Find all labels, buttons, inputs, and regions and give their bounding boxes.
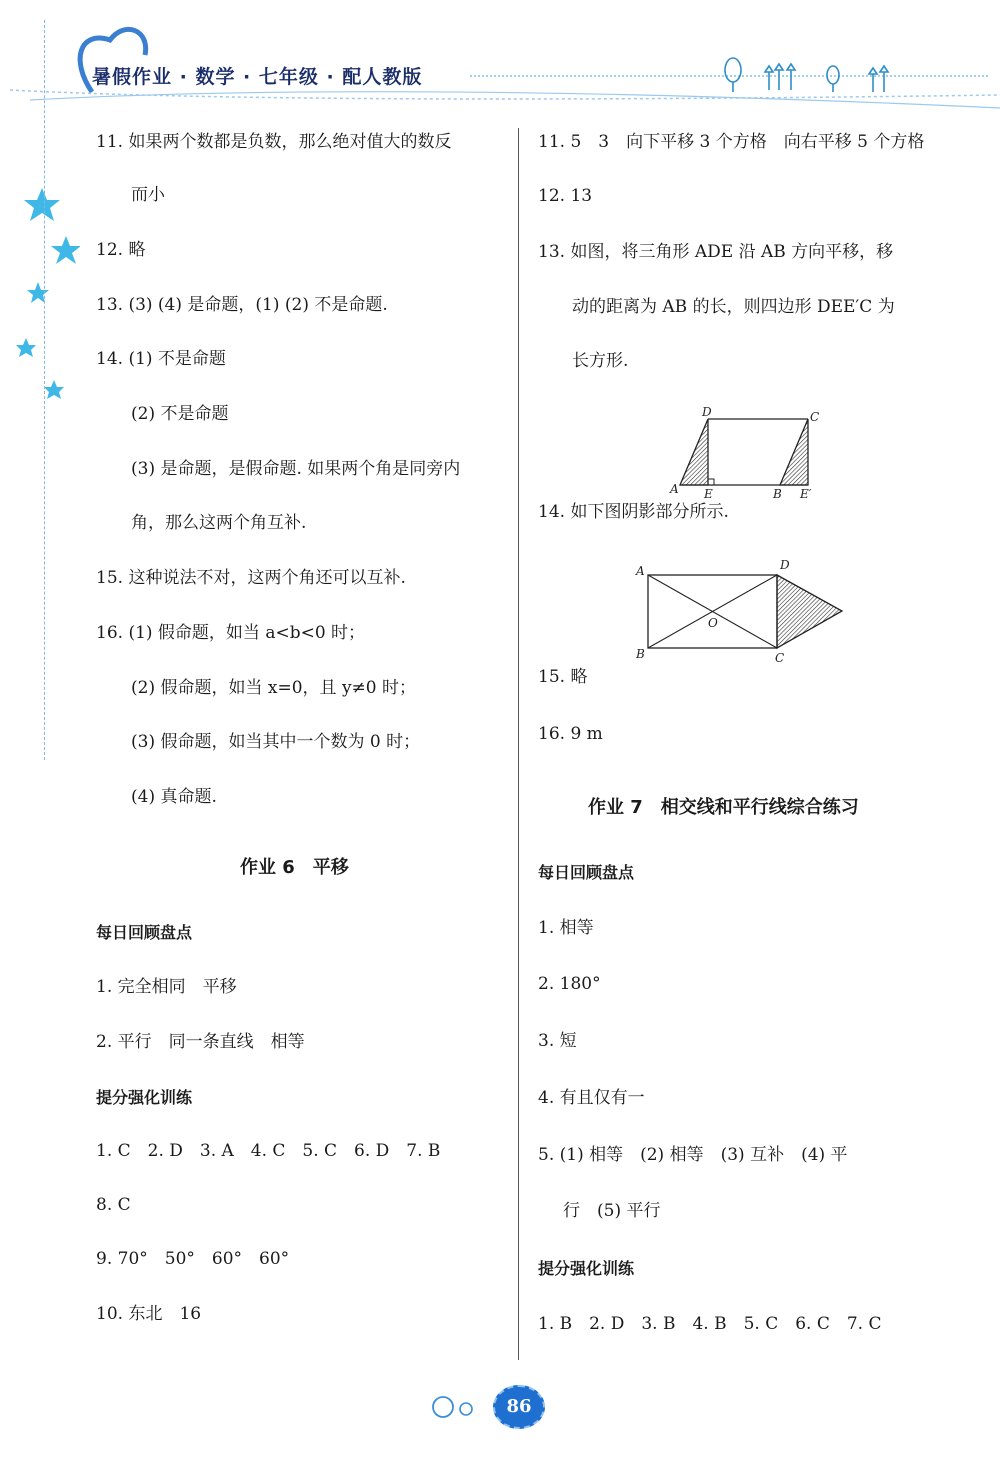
left-training-9: 9. 70° 50° 60° 60° xyxy=(96,1249,290,1269)
left-q12: 12. 略 xyxy=(96,240,146,260)
right-q15: 15. 略 xyxy=(538,667,588,687)
star-icon xyxy=(44,380,64,399)
figure-rectangle-diagonals xyxy=(630,555,855,667)
right-q13-3: 长方形. xyxy=(572,351,629,371)
fig1-label-d: D xyxy=(702,405,712,419)
left-q14-1: 14. (1) 不是命题 xyxy=(96,349,226,369)
right-q16: 16. 9 m xyxy=(538,724,603,744)
fig1-label-c: C xyxy=(810,410,820,424)
left-q13: 13. (3) (4) 是命题，(1) (2) 不是命题. xyxy=(96,295,388,315)
left-q14-3a: (3) 是命题，是假命题. 如果两个角是同旁内 xyxy=(131,459,461,479)
right-daily-5b: 行 (5) 平行 xyxy=(563,1201,661,1221)
right-daily-review-heading: 每日回顾盘点 xyxy=(538,863,635,882)
right-training-1-7: 1. B 2. D 3. B 4. B 5. C 6. C 7. C xyxy=(538,1314,882,1334)
right-daily-5a: 5. (1) 相等 (2) 相等 (3) 互补 (4) 平 xyxy=(538,1145,848,1165)
header-title: 暑假作业 · 数学 · 七年级 · 配人教版 xyxy=(92,66,423,88)
left-q14-3b: 角，那么这两个角互补. xyxy=(131,513,307,533)
left-q15: 15. 这种说法不对，这两个角还可以互补. xyxy=(96,568,406,588)
left-q11-line1: 11. 如果两个数都是负数，那么绝对值大的数反 xyxy=(96,132,452,152)
star-icon xyxy=(27,282,49,303)
right-q13-1: 13. 如图，将三角形 ADE 沿 AB 方向平移，移 xyxy=(538,242,894,262)
right-q14: 14. 如下图阴影部分所示. xyxy=(538,502,729,522)
footer-bubbles xyxy=(428,1392,488,1422)
hw7-title: 作业 7 相交线和平行线综合练习 xyxy=(588,797,859,818)
fig1-label-e-prime: E′ xyxy=(800,487,812,501)
left-training-1-7: 1. C 2. D 3. A 4. C 5. C 6. D 7. B xyxy=(96,1141,441,1161)
star-icon xyxy=(24,188,60,221)
fig2-label-b: B xyxy=(636,647,645,661)
left-dotted-border xyxy=(44,20,45,760)
left-training-8: 8. C xyxy=(96,1195,131,1215)
star-icon xyxy=(16,338,36,357)
left-daily-2: 2. 平行 同一条直线 相等 xyxy=(96,1032,305,1052)
left-daily-review-heading: 每日回顾盘点 xyxy=(96,923,193,942)
right-training-heading: 提分强化训练 xyxy=(538,1259,635,1278)
page-number: 86 xyxy=(493,1385,545,1429)
fig2-label-c: C xyxy=(775,651,785,665)
left-q16-1: 16. (1) 假命题，如当 a<b<0 时； xyxy=(96,623,366,643)
shaded-triangle-bce xyxy=(780,419,808,485)
left-training-10: 10. 东北 16 xyxy=(96,1304,202,1324)
shaded-triangle-ade xyxy=(680,419,708,485)
figure-translation-parallelogram xyxy=(668,405,828,505)
star-icon xyxy=(51,236,80,264)
fig1-label-a: A xyxy=(670,482,679,496)
fig1-label-e: E xyxy=(704,487,713,501)
header-decoration xyxy=(0,0,1000,120)
star-decoration xyxy=(10,180,80,410)
fig1-label-b: B xyxy=(773,487,782,501)
column-divider xyxy=(518,128,519,1360)
left-q16-3: (3) 假命题，如当其中一个数为 0 时； xyxy=(131,732,421,752)
right-daily-3: 3. 短 xyxy=(538,1031,577,1051)
left-daily-1: 1. 完全相同 平移 xyxy=(96,977,237,997)
right-q12: 12. 13 xyxy=(538,186,593,206)
left-training-heading: 提分强化训练 xyxy=(96,1088,193,1107)
tree-icons xyxy=(725,58,888,92)
left-q16-4: (4) 真命题. xyxy=(131,787,217,807)
left-q16-2: (2) 假命题，如当 x=0，且 y≠0 时； xyxy=(131,678,417,698)
shaded-triangle-dc xyxy=(777,575,842,648)
left-q11-line2: 而小 xyxy=(131,185,165,205)
fig2-label-a: A xyxy=(636,564,645,578)
fig2-label-d: D xyxy=(780,558,790,572)
hw6-title: 作业 6 平移 xyxy=(240,857,349,878)
fig2-label-o: O xyxy=(708,616,718,630)
right-q13-2: 动的距离为 AB 的长，则四边形 DEE′C 为 xyxy=(572,297,895,317)
right-q11: 11. 5 3 向下平移 3 个方格 向右平移 5 个方格 xyxy=(538,132,925,152)
right-daily-4: 4. 有且仅有一 xyxy=(538,1088,645,1108)
right-daily-1: 1. 相等 xyxy=(538,918,594,938)
right-daily-2: 2. 180° xyxy=(538,974,601,994)
left-q14-2: (2) 不是命题 xyxy=(131,404,229,424)
